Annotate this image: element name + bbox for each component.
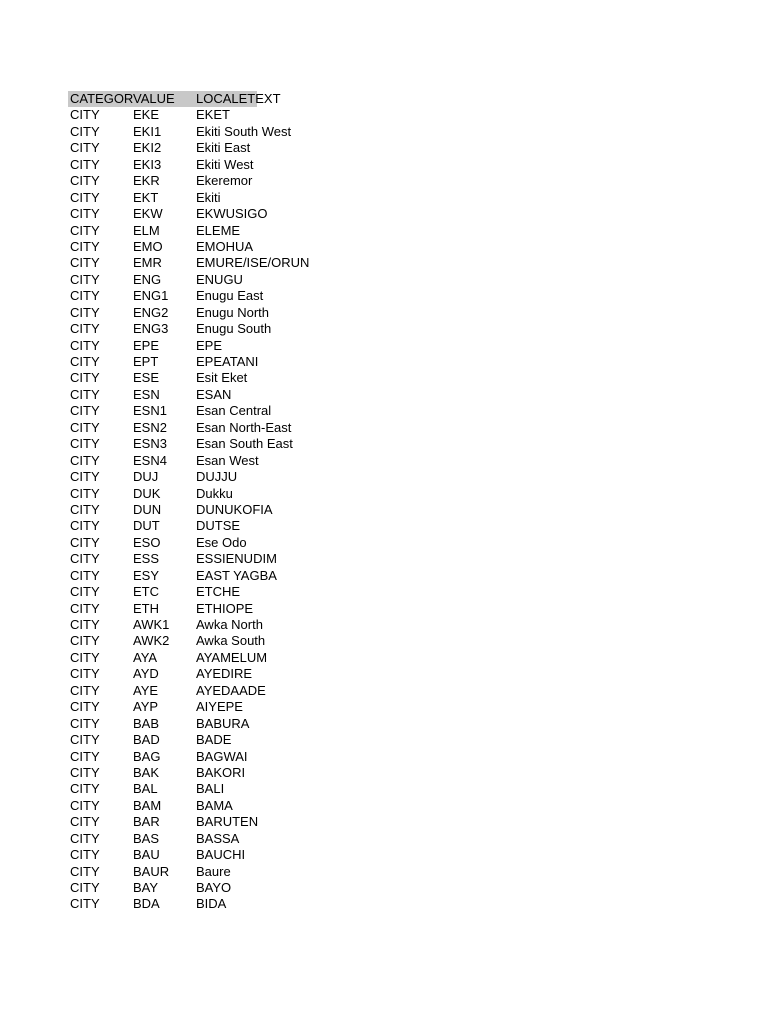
cell-localetext[interactable]: BIDA: [196, 896, 227, 912]
table-row: [68, 107, 328, 123]
cell-category[interactable]: CITY: [70, 600, 100, 616]
table-row: [68, 880, 328, 896]
table-row: [68, 765, 328, 781]
cell-category[interactable]: CITY: [70, 584, 100, 600]
table-row: [68, 502, 328, 518]
cell-localetext[interactable]: Awka North: [196, 617, 263, 632]
cell-value[interactable]: AWK1: [133, 617, 170, 632]
cell-value[interactable]: BAD: [133, 732, 160, 748]
table-row: [68, 370, 328, 386]
cell-value[interactable]: ETC: [133, 584, 159, 600]
cell-value[interactable]: AWK2: [133, 633, 170, 649]
header-localetext: LOCALETEXT: [196, 91, 281, 106]
table-row: [68, 814, 328, 830]
cell-localetext[interactable]: Esan North-East: [196, 419, 292, 435]
cell-localetext[interactable]: Awka South: [196, 633, 266, 649]
cell-value[interactable]: AYD: [133, 666, 159, 682]
header-row: [68, 91, 328, 107]
cell-value[interactable]: ESN2: [133, 419, 167, 435]
cell-category[interactable]: CITY: [70, 238, 100, 254]
cell-category[interactable]: CITY: [70, 781, 100, 797]
header-value[interactable]: VALUE: [133, 91, 196, 107]
table-row: [68, 239, 328, 255]
cell-localetext[interactable]: BAYO: [196, 880, 232, 895]
cell-value[interactable]: ESY: [133, 567, 160, 583]
cell-localetext[interactable]: BADE: [196, 732, 232, 748]
cell-localetext[interactable]: Ekiti South West: [196, 123, 292, 139]
cell-localetext[interactable]: EPE: [196, 337, 223, 353]
table-row: [68, 124, 328, 140]
cell-category[interactable]: CITY: [70, 288, 100, 304]
spreadsheet-table: [68, 91, 328, 913]
table-row: [68, 568, 328, 584]
table-row: [68, 716, 328, 732]
cell-value[interactable]: EKI2: [133, 140, 162, 156]
cell-value[interactable]: EMR: [133, 255, 162, 271]
cell-value[interactable]: EKW: [133, 206, 163, 222]
cell-value[interactable]: DUJ: [133, 469, 159, 485]
cell-localetext[interactable]: Enugu South: [196, 321, 272, 337]
cell-value[interactable]: EKI1: [133, 123, 162, 139]
cell-category[interactable]: CITY: [70, 337, 100, 353]
cell-localetext[interactable]: ETCHE: [196, 584, 241, 600]
cell-category[interactable]: CITY: [70, 534, 100, 550]
cell-value[interactable]: DUK: [133, 485, 161, 501]
cell-value[interactable]: BAB: [133, 715, 160, 731]
cell-value[interactable]: ETH: [133, 600, 159, 616]
cell-value[interactable]: ESN: [133, 386, 160, 402]
cell-value[interactable]: DUN: [133, 501, 162, 517]
cell-category[interactable]: CITY: [70, 107, 100, 123]
cell-localetext[interactable]: Baure: [196, 863, 231, 879]
header-localetext-cell[interactable]: [196, 91, 281, 107]
cell-localetext[interactable]: BABURA: [196, 715, 250, 731]
cell-localetext[interactable]: EMURE/ISE/ORUN: [196, 255, 310, 271]
cell-localetext[interactable]: Esan West: [196, 452, 259, 468]
cell-value[interactable]: AYA: [133, 649, 158, 665]
cell-localetext[interactable]: DUNUKOFIA: [196, 501, 273, 517]
cell-localetext[interactable]: ESAN: [196, 386, 232, 402]
table-row: [68, 321, 328, 337]
cell-category[interactable]: CITY: [70, 354, 100, 369]
table-body: [68, 107, 328, 912]
cell-value[interactable]: ESO: [133, 534, 161, 550]
cell-value[interactable]: EPE: [133, 337, 160, 353]
table-row: [68, 436, 328, 452]
cell-category[interactable]: CITY: [70, 666, 100, 682]
cell-localetext[interactable]: BAMA: [196, 797, 233, 813]
cell-category[interactable]: CITY: [70, 123, 100, 139]
table-row: [68, 206, 328, 222]
table-row: [68, 896, 328, 912]
cell-value[interactable]: ESS: [133, 551, 160, 567]
cell-value[interactable]: EMO: [133, 238, 163, 254]
cell-category[interactable]: CITY: [70, 304, 100, 320]
cell-localetext[interactable]: AYEDAADE: [196, 682, 266, 698]
cell-category[interactable]: CITY: [70, 501, 100, 517]
cell-value[interactable]: ESN1: [133, 403, 167, 419]
cell-value[interactable]: ESN3: [133, 436, 167, 452]
cell-localetext[interactable]: Dukku: [196, 485, 233, 501]
cell-category[interactable]: CITY: [70, 386, 100, 402]
cell-localetext[interactable]: Enugu North: [196, 304, 269, 320]
cell-value[interactable]: EKR: [133, 173, 160, 189]
table-row: [68, 288, 328, 304]
table-row: [68, 518, 328, 534]
cell-value[interactable]: BAS: [133, 830, 160, 846]
cell-value[interactable]: ENG: [133, 271, 162, 287]
cell-value[interactable]: BAK: [133, 764, 160, 780]
cell-category[interactable]: CITY: [70, 847, 100, 863]
table-row: [68, 781, 328, 797]
cell-category[interactable]: CITY: [70, 896, 100, 912]
cell-category[interactable]: CITY: [70, 321, 100, 337]
cell-category[interactable]: CITY: [70, 830, 100, 846]
table-row: [68, 223, 328, 239]
cell-localetext[interactable]: Ekiti West: [196, 156, 254, 172]
cell-localetext[interactable]: ETHIOPE: [196, 600, 254, 616]
cell-category[interactable]: CITY: [70, 567, 100, 583]
cell-category[interactable]: CITY: [70, 518, 100, 534]
cell-value[interactable]: AYE: [133, 682, 159, 698]
cell-category[interactable]: CITY: [70, 699, 100, 715]
cell-category[interactable]: CITY: [70, 715, 100, 731]
cell-localetext[interactable]: Esit Eket: [196, 370, 248, 386]
cell-category[interactable]: CITY: [70, 189, 100, 205]
table-row: [68, 749, 328, 765]
table-row: [68, 338, 328, 354]
table-row: [68, 683, 328, 699]
table-row: [68, 272, 328, 288]
cell-category[interactable]: CITY: [70, 633, 100, 649]
table-row: [68, 864, 328, 880]
cell-category[interactable]: CITY: [70, 814, 100, 830]
cell-localetext[interactable]: DUJJU: [196, 469, 238, 485]
cell-value[interactable]: EKE: [133, 107, 160, 123]
table-row: [68, 190, 328, 206]
cell-category[interactable]: CITY: [70, 140, 100, 156]
cell-value[interactable]: BAR: [133, 814, 160, 830]
cell-value[interactable]: EKI3: [133, 156, 162, 172]
table-row: [68, 140, 328, 156]
cell-localetext[interactable]: Ese Odo: [196, 534, 247, 550]
cell-category[interactable]: CITY: [70, 419, 100, 435]
table-row: [68, 732, 328, 748]
cell-category[interactable]: CITY: [70, 403, 100, 419]
table-row: [68, 650, 328, 666]
cell-category[interactable]: CITY: [70, 649, 100, 665]
cell-value[interactable]: BAY: [133, 880, 159, 895]
cell-localetext[interactable]: EKWUSIGO: [196, 206, 268, 222]
cell-value[interactable]: ELM: [133, 222, 160, 238]
table-row: [68, 255, 328, 271]
cell-localetext[interactable]: ESSIENUDIM: [196, 551, 277, 567]
cell-value[interactable]: ESE: [133, 370, 160, 386]
cell-category[interactable]: CITY: [70, 764, 100, 780]
cell-value[interactable]: BAUR: [133, 863, 170, 879]
header-category[interactable]: CATEGOR: [70, 91, 133, 106]
cell-localetext[interactable]: Esan South East: [196, 436, 293, 452]
cell-localetext[interactable]: BASSA: [196, 830, 240, 846]
cell-localetext[interactable]: BAUCHI: [196, 847, 246, 863]
cell-localetext[interactable]: Enugu East: [196, 288, 264, 304]
cell-localetext[interactable]: EPEATANI: [196, 354, 259, 369]
cell-category[interactable]: CITY: [70, 156, 100, 172]
table-row: [68, 666, 328, 682]
cell-value[interactable]: ESN4: [133, 452, 167, 468]
cell-category[interactable]: CITY: [70, 206, 100, 222]
cell-category[interactable]: CITY: [70, 436, 100, 452]
table-row: [68, 173, 328, 189]
cell-category[interactable]: CITY: [70, 485, 100, 501]
cell-localetext[interactable]: Ekiti: [196, 189, 221, 205]
cell-localetext[interactable]: ENUGU: [196, 271, 243, 287]
cell-category[interactable]: CITY: [70, 880, 100, 895]
cell-localetext[interactable]: DUTSE: [196, 518, 241, 534]
table-row: [68, 354, 328, 370]
cell-value[interactable]: BAM: [133, 797, 162, 813]
table-row: [68, 420, 328, 436]
table-row: [68, 157, 328, 173]
cell-category[interactable]: CITY: [70, 682, 100, 698]
cell-category[interactable]: CITY: [70, 452, 100, 468]
table-row: [68, 601, 328, 617]
cell-localetext[interactable]: EMOHUA: [196, 238, 254, 254]
table-row: [68, 305, 328, 321]
table-row: [68, 469, 328, 485]
table-row: [68, 387, 328, 403]
table-row: [68, 847, 328, 863]
cell-localetext[interactable]: Ekiti East: [196, 140, 251, 156]
cell-localetext[interactable]: BALI: [196, 781, 225, 797]
table-row: [68, 486, 328, 502]
cell-value[interactable]: BDA: [133, 896, 160, 912]
cell-value[interactable]: ENG1: [133, 288, 169, 304]
table-row: [68, 584, 328, 600]
cell-localetext[interactable]: Ekeremor: [196, 173, 253, 189]
cell-category[interactable]: CITY: [70, 551, 100, 567]
cell-value[interactable]: AYP: [133, 699, 159, 715]
cell-category[interactable]: CITY: [70, 255, 100, 271]
cell-value[interactable]: EPT: [133, 354, 159, 369]
cell-category[interactable]: CITY: [70, 173, 100, 189]
cell-localetext[interactable]: EAST YAGBA: [196, 567, 277, 583]
table-row: [68, 831, 328, 847]
table-row: [68, 453, 328, 469]
table-row: [68, 535, 328, 551]
table-row: [68, 551, 328, 567]
table-row: [68, 617, 328, 633]
cell-category[interactable]: CITY: [70, 222, 100, 238]
cell-category[interactable]: CITY: [70, 271, 100, 287]
cell-localetext[interactable]: AYEDIRE: [196, 666, 253, 682]
cell-category[interactable]: CITY: [70, 797, 100, 813]
cell-value[interactable]: DUT: [133, 518, 160, 534]
cell-category[interactable]: CITY: [70, 370, 100, 386]
cell-category[interactable]: CITY: [70, 732, 100, 748]
cell-value[interactable]: BAU: [133, 847, 160, 863]
cell-localetext[interactable]: BAGWAI: [196, 748, 248, 764]
cell-category[interactable]: CITY: [70, 863, 100, 879]
cell-category[interactable]: CITY: [70, 748, 100, 764]
cell-value[interactable]: BAL: [133, 781, 158, 797]
table-row: [68, 798, 328, 814]
cell-category[interactable]: CITY: [70, 617, 100, 632]
cell-localetext[interactable]: ELEME: [196, 222, 241, 238]
cell-value[interactable]: EKT: [133, 189, 159, 205]
table-row: [68, 699, 328, 715]
table-row: [68, 403, 328, 419]
cell-category[interactable]: CITY: [70, 469, 100, 485]
cell-value[interactable]: ENG2: [133, 304, 169, 320]
cell-localetext[interactable]: AYAMELUM: [196, 649, 268, 665]
table-row: [68, 633, 328, 649]
cell-localetext[interactable]: Esan Central: [196, 403, 272, 419]
cell-localetext[interactable]: BARUTEN: [196, 814, 259, 830]
cell-localetext[interactable]: BAKORI: [196, 764, 246, 780]
cell-value[interactable]: BAG: [133, 748, 161, 764]
cell-localetext[interactable]: EKET: [196, 107, 230, 123]
cell-value[interactable]: ENG3: [133, 321, 169, 337]
cell-localetext[interactable]: AIYEPE: [196, 699, 243, 715]
